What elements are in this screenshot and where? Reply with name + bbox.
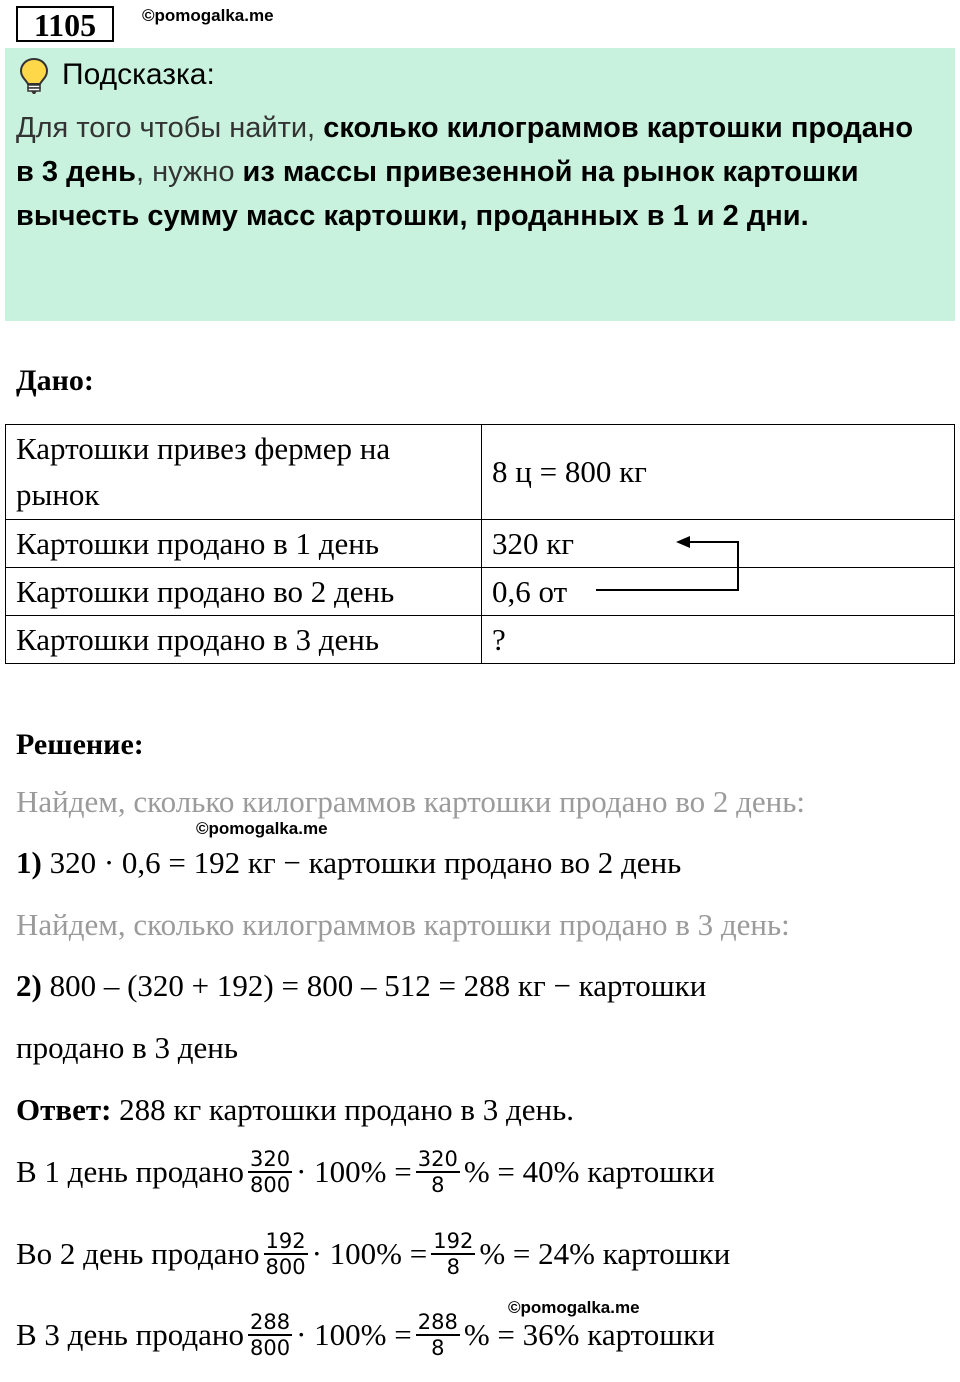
fraction-numerator: 288 xyxy=(417,1310,458,1334)
watermark: ©pomogalka.me xyxy=(196,819,328,838)
percent-mid: · 100% = xyxy=(296,1317,412,1353)
percent-prefix: В 1 день продано xyxy=(16,1154,245,1190)
percent-prefix: Во 2 день продано xyxy=(16,1236,260,1272)
answer-line xyxy=(16,1092,574,1128)
given-heading: Дано: xyxy=(16,364,94,397)
percent-line-day1 xyxy=(16,1147,715,1200)
fraction xyxy=(248,1147,292,1197)
fraction xyxy=(248,1310,292,1360)
percent-suffix: % = 24% картошки xyxy=(479,1236,731,1272)
table-cell-value: 0,6 от xyxy=(482,568,955,616)
task-number: 1105 xyxy=(16,6,114,42)
fraction-denominator: 8 xyxy=(431,1336,445,1360)
table-cell-value: 8 ц = 800 кг xyxy=(482,425,955,520)
lightbulb-icon xyxy=(18,56,50,101)
step2-continuation: продано в 3 день xyxy=(16,1030,238,1065)
hint-part-3: , нужно xyxy=(135,156,243,188)
table-cell-value: ? xyxy=(482,616,955,664)
percent-prefix: В 3 день продано xyxy=(16,1317,245,1353)
answer-text: 288 кг картошки продано в 3 день. xyxy=(111,1092,574,1127)
table-cell-label: Картошки продано в 1 день xyxy=(6,520,482,568)
step1-text: 320 · 0,6 = 192 кг − картошки продано во 2 день xyxy=(41,845,682,880)
table-row xyxy=(6,568,955,616)
fraction-denominator: 800 xyxy=(250,1173,291,1197)
fraction-numerator: 288 xyxy=(250,1310,291,1334)
table-row xyxy=(6,520,955,568)
hint-part-4: из массы привезенной на рынок картошки вычесть сумму масс картошки, проданных в 1 и 2 дни. xyxy=(16,156,859,232)
answer-label: Ответ: xyxy=(16,1092,112,1127)
step2-number: 2) xyxy=(16,968,42,1003)
table-cell-label: Картошки продано в 3 день xyxy=(6,616,482,664)
step2-text: 800 – (320 + 192) = 800 – 512 = 288 кг − картошки xyxy=(41,968,707,1003)
watermark: ©pomogalka.me xyxy=(142,6,274,25)
percent-suffix: % = 40% картошки xyxy=(463,1154,715,1190)
fraction-denominator: 8 xyxy=(431,1173,445,1197)
fraction xyxy=(416,1310,460,1360)
fraction-numerator: 320 xyxy=(250,1147,291,1171)
fraction-numerator: 192 xyxy=(433,1229,474,1253)
given-table xyxy=(5,424,955,664)
fraction-denominator: 800 xyxy=(250,1336,291,1360)
step2-intro: Найдем, сколько килограммов картошки продано в 3 день: xyxy=(16,907,790,942)
hint-title: Подсказка: xyxy=(62,58,215,91)
hint-part-1: Для того чтобы найти, xyxy=(16,112,324,144)
hint-part-2: сколько килограммов картошки продано в 3 день xyxy=(16,112,914,188)
step1-number: 1) xyxy=(16,845,42,880)
table-cell-value: 320 кг xyxy=(482,520,955,568)
reference-arrow-icon xyxy=(560,530,760,610)
percent-line-day3 xyxy=(16,1310,715,1363)
fraction-numerator: 320 xyxy=(417,1147,458,1171)
fraction-denominator: 8 xyxy=(446,1255,460,1279)
percent-suffix: % = 36% картошки xyxy=(463,1317,715,1353)
table-cell-label: Картошки привез фермер на рынок xyxy=(6,425,482,520)
table-row xyxy=(6,425,955,520)
watermark: ©pomogalka.me xyxy=(508,1298,640,1317)
hint-text xyxy=(16,106,926,238)
fraction-numerator: 192 xyxy=(265,1229,306,1253)
step1-intro: Найдем, сколько килограммов картошки продано во 2 день: xyxy=(16,784,806,819)
solution-heading: Решение: xyxy=(16,728,144,761)
fraction xyxy=(431,1229,475,1279)
percent-line-day2 xyxy=(16,1229,731,1282)
table-row xyxy=(6,616,955,664)
table-cell-label: Картошки продано во 2 день xyxy=(6,568,482,616)
percent-mid: · 100% = xyxy=(296,1154,412,1190)
step2-line xyxy=(16,968,706,1004)
fraction xyxy=(264,1229,308,1279)
fraction-denominator: 800 xyxy=(265,1255,306,1279)
step1-line xyxy=(16,845,681,881)
percent-mid: · 100% = xyxy=(311,1236,428,1272)
fraction xyxy=(416,1147,460,1197)
